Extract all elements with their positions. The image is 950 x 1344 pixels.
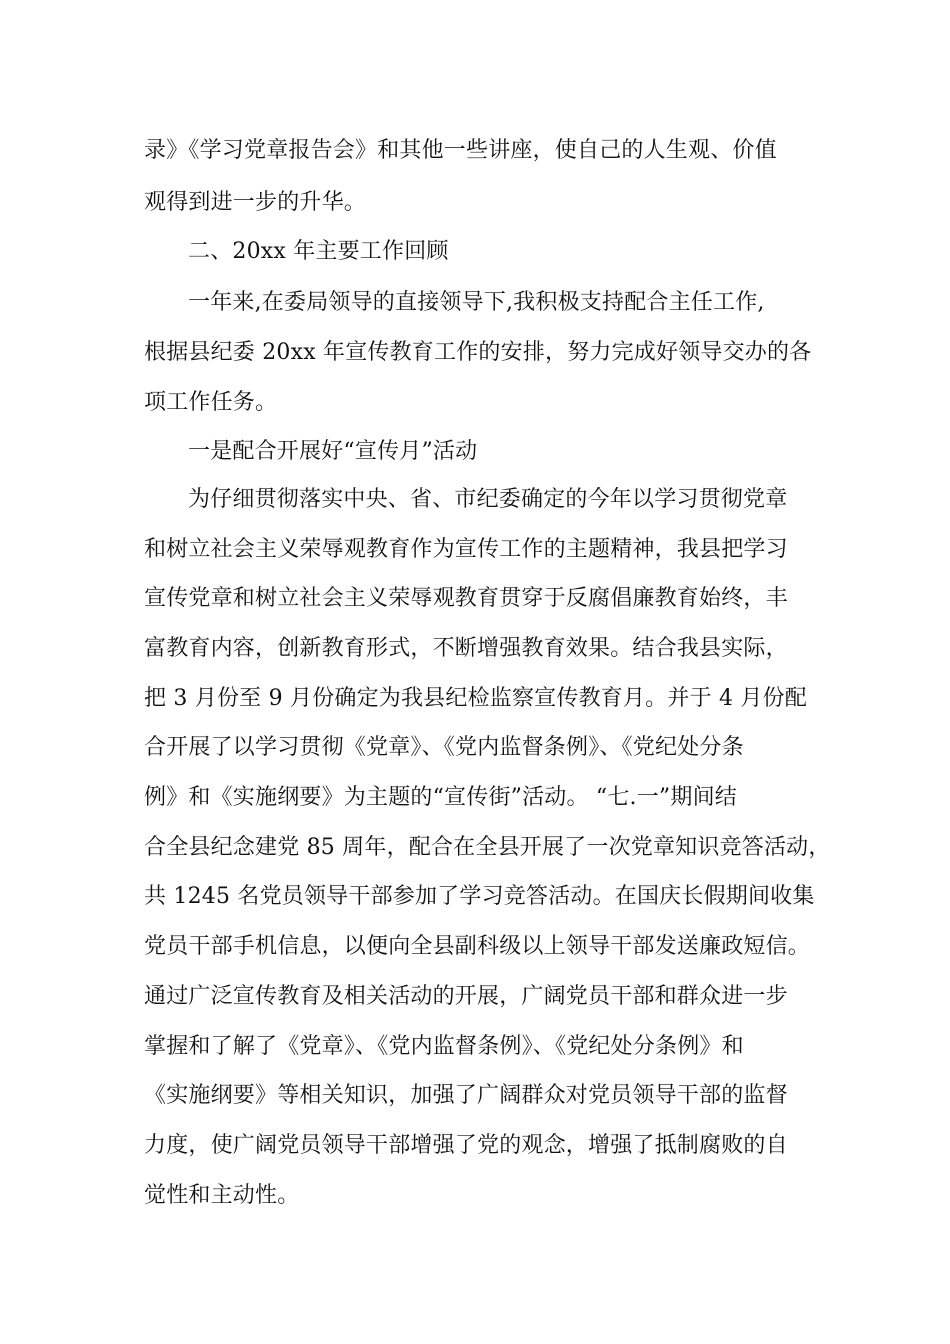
section-heading: 二、20xx 年主要工作回顾 bbox=[188, 239, 449, 264]
text-line: 合全县纪念建党 85 周年，配合在全县开展了一次党章知识竞答活动， bbox=[144, 835, 831, 860]
text-line: 一年来,在委局领导的直接领导下,我积极支持配合主任工作, bbox=[188, 290, 765, 315]
text-line: 通过广泛宣传教育及相关活动的开展，广阔党员干部和群众进一步 bbox=[144, 984, 788, 1009]
text-line: 富教育内容，创新教育形式，不断增强教育效果。结合我县实际， bbox=[144, 636, 788, 661]
text-line: 根据县纪委 20xx 年宣传教育工作的安排，努力完成好领导交办的各 bbox=[144, 340, 812, 365]
text-line: 录》《学习党章报告会》和其他一些讲座，使自己的人生观、价值 bbox=[144, 138, 777, 163]
text-line: 为仔细贯彻落实中央、省、市纪委确定的今年以学习贯彻党章 bbox=[188, 487, 788, 512]
text-line: 项工作任务。 bbox=[144, 390, 278, 415]
text-line: 和树立社会主义荣辱观教育作为宣传工作的主题精神，我县把学习 bbox=[144, 537, 788, 562]
text-line: 宣传党章和树立社会主义荣辱观教育贯穿于反腐倡廉教育始终，丰 bbox=[144, 586, 788, 611]
text-line: 观得到进一步的升华。 bbox=[144, 190, 367, 215]
text-line: 合开展了以学习贯彻《党章》、《党内监督条例》、《党纪处分条 bbox=[144, 735, 744, 760]
subsection-heading: 一是配合开展好“宣传月”活动 bbox=[188, 439, 478, 464]
text-line: 力度，使广阔党员领导干部增强了党的观念，增强了抵制腐败的自 bbox=[144, 1133, 788, 1158]
text-line: 党员干部手机信息，以便向全县副科级以上领导干部发送廉政短信。 bbox=[144, 934, 811, 959]
text-line: 《实施纲要》等相关知识，加强了广阔群众对党员领导干部的监督 bbox=[144, 1083, 788, 1108]
text-line: 共 1245 名党员领导干部参加了学习竞答活动。在国庆长假期间收集 bbox=[144, 884, 815, 909]
text-line: 例》和《实施纲要》为主题的“宣传街”活动。 “七.一”期间结 bbox=[144, 785, 737, 810]
text-line: 掌握和了解了《党章》、《党内监督条例》、《党纪处分条例》和 bbox=[144, 1034, 744, 1059]
text-line: 把 3 月份至 9 月份确定为我县纪检监察宣传教育月。并于 4 月份配 bbox=[144, 686, 807, 711]
text-line: 觉性和主动性。 bbox=[144, 1183, 300, 1208]
